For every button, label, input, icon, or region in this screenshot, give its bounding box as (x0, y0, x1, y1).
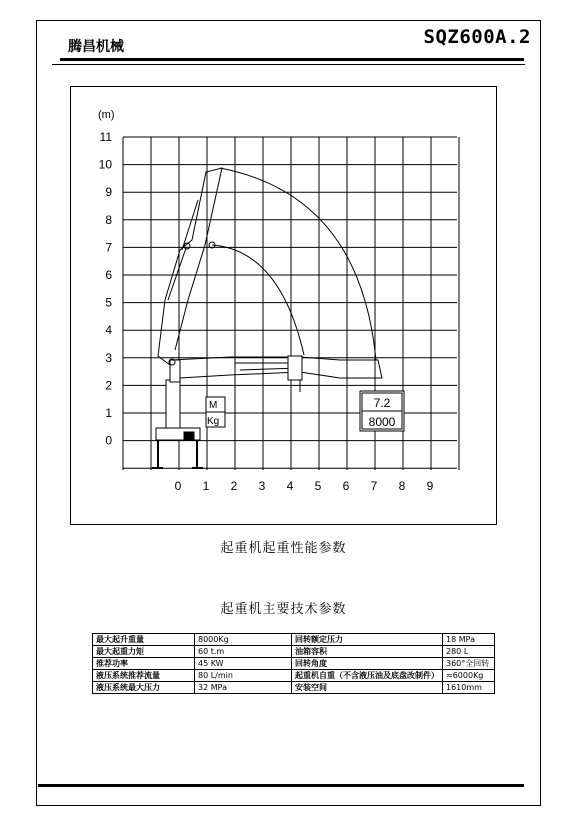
spec-label: 安装空间 (292, 682, 443, 694)
legend-bottom-label: Kg (207, 416, 220, 427)
y-tick-label: 6 (105, 268, 112, 282)
spec-value: 45 KW (195, 658, 292, 670)
table-row (93, 646, 495, 658)
reach-radius-value: 7.2 (373, 396, 391, 410)
reach-load-box (360, 391, 404, 431)
spec-value: 1610mm (443, 682, 495, 694)
spec-label: 起重机自重（不含液压油及底盘改制件） (292, 670, 443, 682)
x-tick-labels (175, 479, 434, 493)
footer-rule (38, 784, 524, 787)
spec-table (92, 633, 495, 694)
y-tick-label: 1 (105, 406, 112, 420)
x-tick-label: 4 (286, 479, 294, 493)
spec-value: 32 MPa (195, 682, 292, 694)
spec-value: 60 t.m (195, 646, 292, 658)
table-row (93, 670, 495, 682)
x-tick-label: 2 (230, 479, 238, 493)
spec-label: 液压系统最大压力 (93, 682, 195, 694)
spec-value: 8000Kg (195, 634, 292, 646)
x-tick-label: 6 (342, 479, 350, 493)
y-tick-label: 10 (98, 157, 112, 172)
spec-value: 360°全回转 (443, 658, 495, 670)
y-tick-label: 8 (105, 212, 112, 227)
performance-caption: 起重机起重性能参数 (220, 541, 347, 556)
spec-value: ≈6000Kg (443, 670, 495, 682)
x-tick-label: 3 (258, 479, 266, 493)
x-tick-label: 9 (426, 479, 434, 493)
spec-label: 推荐功率 (93, 658, 195, 670)
brand-name: 腾昌机械 (68, 39, 124, 55)
x-tick-label: 8 (398, 479, 406, 493)
x-tick-label: 5 (314, 479, 322, 493)
spec-label: 液压系统推荐流量 (93, 670, 195, 682)
table-row (93, 658, 495, 670)
y-tick-labels (99, 130, 113, 448)
spec-value: 18 MPa (443, 634, 495, 646)
y-tick-label: 11 (99, 130, 112, 144)
spec-label: 最大起重力矩 (93, 646, 195, 658)
table-row (93, 682, 495, 694)
y-tick-label: 5 (105, 295, 112, 310)
y-tick-label: 4 (105, 323, 112, 338)
specs-caption: 起重机主要技术参数 (220, 602, 347, 617)
y-tick-label: 2 (105, 378, 112, 393)
spec-value: 80 L/min (195, 670, 292, 682)
y-tick-label: 3 (105, 350, 112, 365)
reach-load-value: 8000 (368, 415, 396, 429)
y-axis-unit: (m) (98, 109, 115, 121)
table-row (93, 634, 495, 646)
legend-top-label: M (209, 400, 218, 411)
y-tick-label: 0 (105, 433, 112, 448)
spec-label: 最大起升重量 (93, 634, 195, 646)
spec-value: 280 L (443, 646, 495, 658)
y-tick-label: 9 (105, 185, 112, 200)
y-tick-label: 7 (105, 240, 112, 255)
spec-label: 回转额定压力 (292, 634, 443, 646)
x-tick-label: 7 (370, 479, 378, 493)
spec-label: 油箱容积 (292, 646, 443, 658)
x-tick-label: 0 (174, 479, 182, 493)
x-tick-label: 1 (202, 479, 210, 493)
model-number: SQZ600A.2 (423, 26, 531, 48)
spec-label: 回转角度 (292, 658, 443, 670)
legend-box (206, 397, 225, 427)
